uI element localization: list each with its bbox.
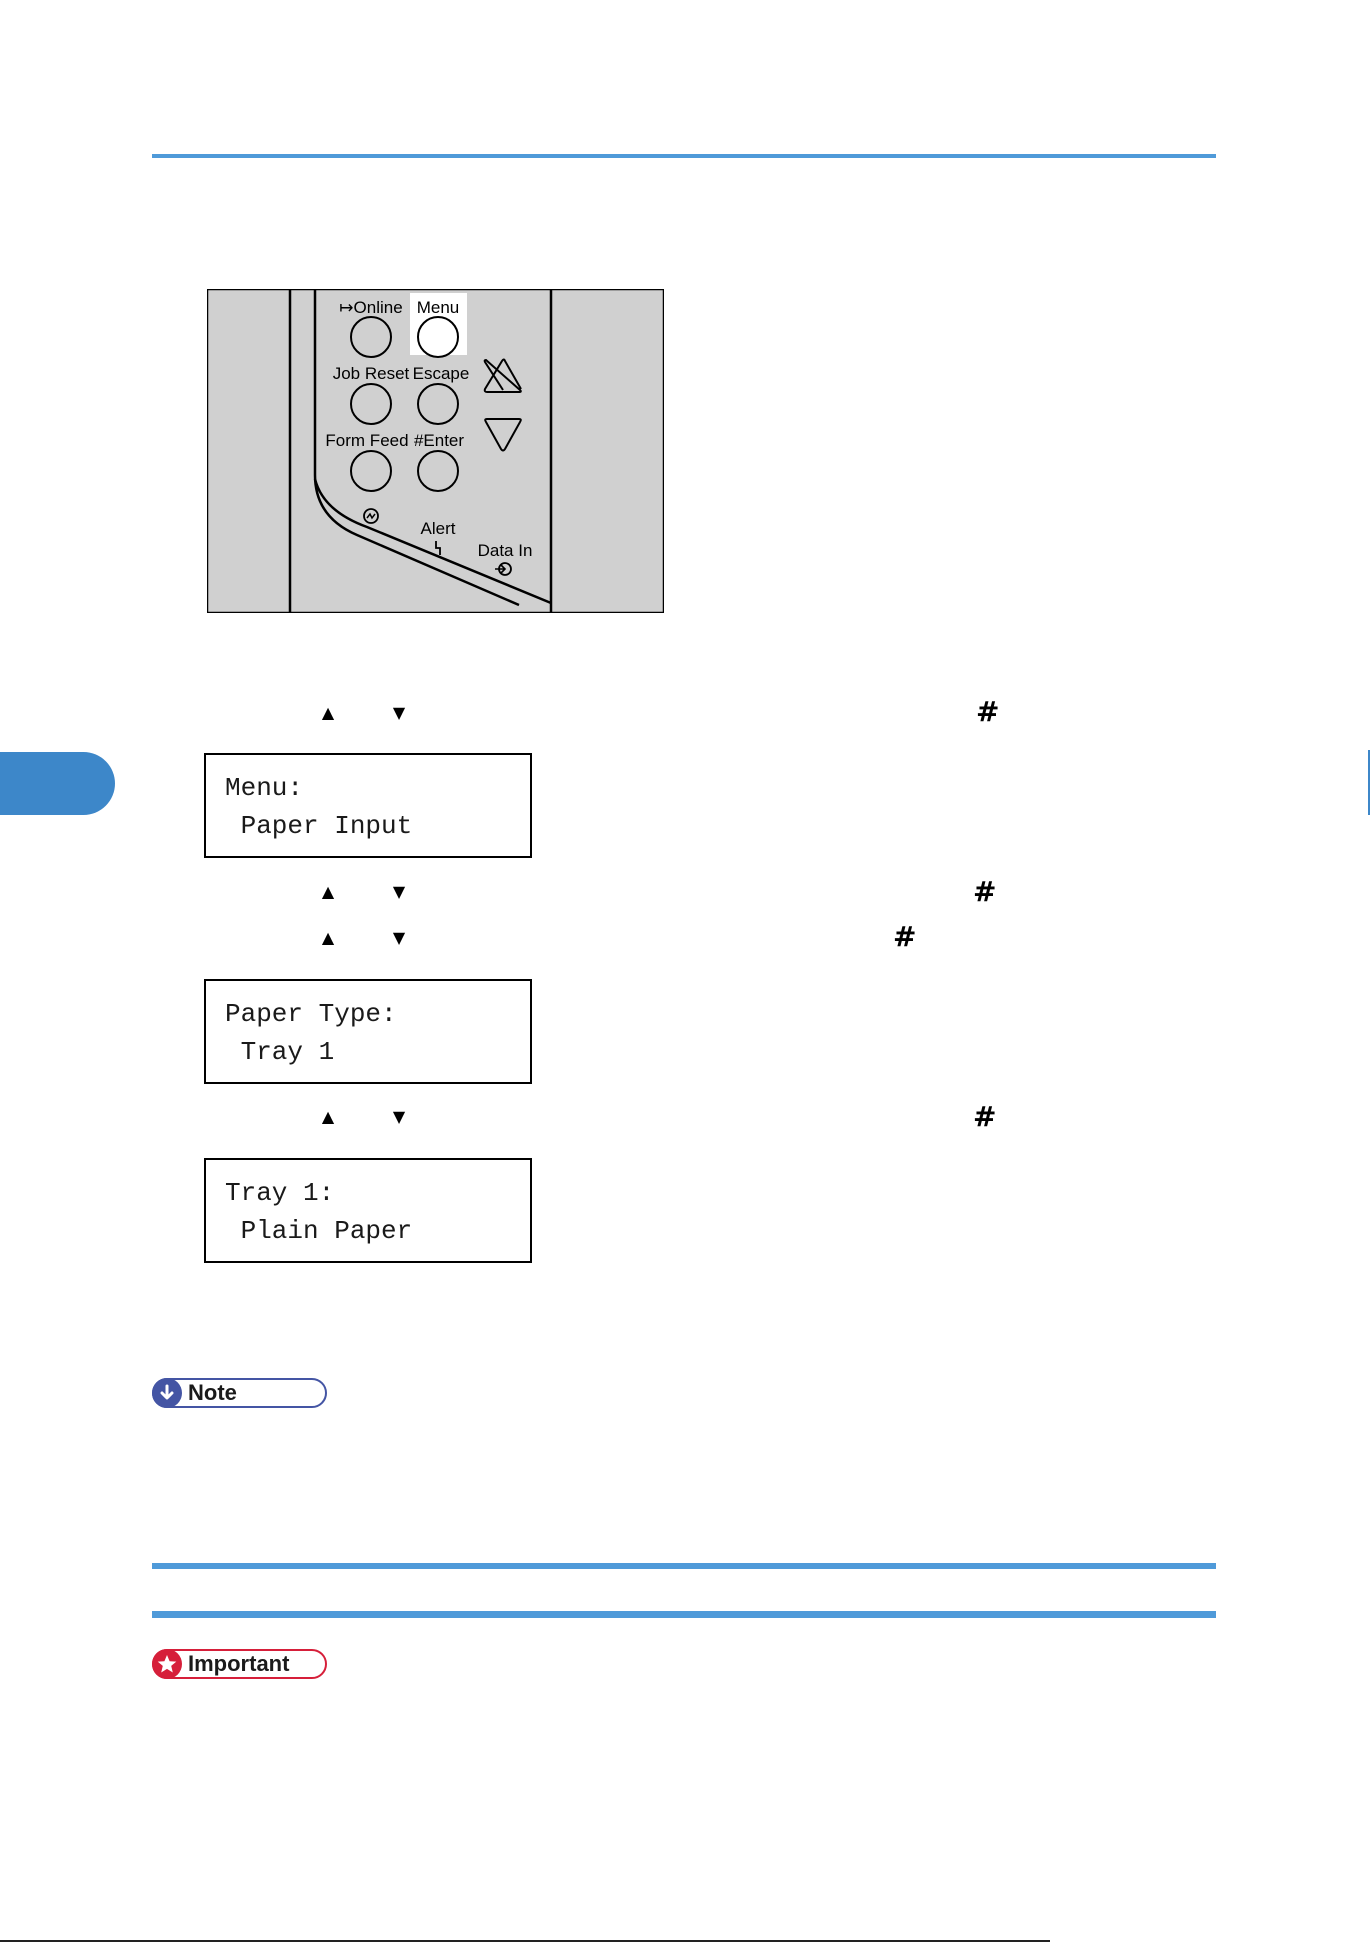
control-panel-illustration xyxy=(207,289,664,613)
lcd-line-2: Tray 1 xyxy=(225,1037,335,1067)
data-in-label: Data In xyxy=(477,541,533,560)
up-arrow-icon: ▲ xyxy=(321,1107,335,1126)
alert-label: Alert xyxy=(420,519,456,538)
online-label: ↦Online xyxy=(339,298,403,317)
up-arrow-icon: ▲ xyxy=(321,882,335,901)
chapter-tab xyxy=(0,752,115,815)
job-reset-button xyxy=(351,384,391,424)
lcd-line-2: Paper Input xyxy=(225,811,413,841)
section-rule-lower xyxy=(152,1611,1216,1618)
note-label: Note xyxy=(188,1380,237,1405)
lcd-line-1: Menu: xyxy=(225,773,304,803)
footer-rule xyxy=(0,1940,1050,1942)
lcd-display-menu xyxy=(204,753,532,858)
important-badge xyxy=(152,1649,327,1679)
star-icon xyxy=(152,1649,182,1679)
note-badge xyxy=(152,1378,327,1408)
header-rule xyxy=(152,154,1216,158)
enter-hash-icon: # xyxy=(973,1100,997,1133)
online-button xyxy=(351,317,391,357)
down-arrow-icon: ▼ xyxy=(392,882,406,901)
down-arrow-icon: ▼ xyxy=(392,703,406,722)
enter-label: #Enter xyxy=(413,431,465,450)
lcd-line-2: Plain Paper xyxy=(225,1216,413,1246)
enter-button xyxy=(418,451,458,491)
form-feed-label: Form Feed xyxy=(325,431,409,450)
down-arrow-circle-icon xyxy=(152,1378,182,1408)
form-feed-button xyxy=(351,451,391,491)
lcd-line-1: Paper Type: xyxy=(225,999,397,1029)
important-label: Important xyxy=(188,1651,290,1676)
lcd-line-1: Tray 1: xyxy=(225,1178,335,1208)
down-arrow-icon: ▼ xyxy=(392,1107,406,1126)
menu-label: Menu xyxy=(416,298,460,317)
enter-hash-icon: # xyxy=(976,695,1000,728)
down-arrow-icon: ▼ xyxy=(392,928,406,947)
enter-hash-icon: # xyxy=(973,875,997,908)
job-reset-label: Job Reset xyxy=(332,364,410,383)
lcd-display-tray-1 xyxy=(204,1158,532,1263)
escape-button xyxy=(418,384,458,424)
up-arrow-icon: ▲ xyxy=(321,928,335,947)
enter-hash-icon: # xyxy=(893,920,917,953)
menu-button xyxy=(418,317,458,357)
escape-label: Escape xyxy=(412,364,470,383)
section-rule-upper xyxy=(152,1563,1216,1569)
lcd-display-paper-type xyxy=(204,979,532,1084)
up-arrow-icon: ▲ xyxy=(321,703,335,722)
